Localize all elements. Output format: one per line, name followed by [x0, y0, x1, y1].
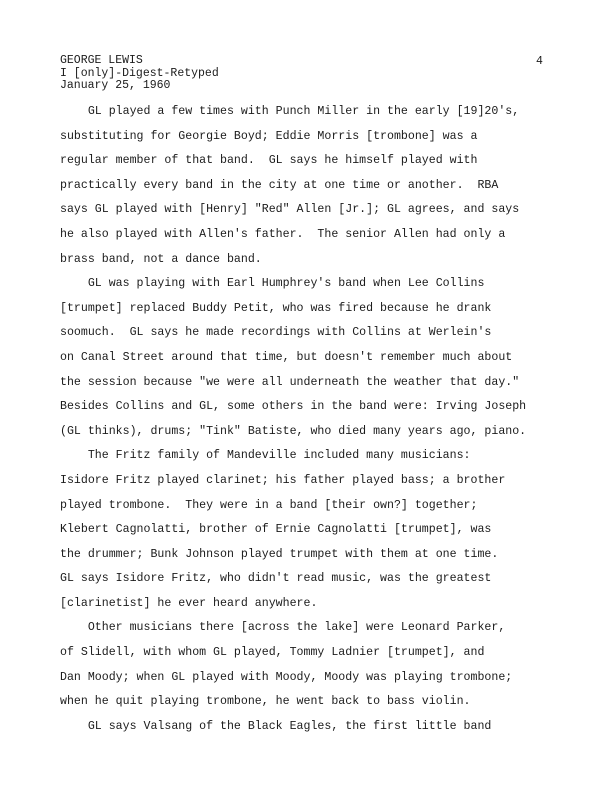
text-line: the session because "we were all underneath the weather that day." [60, 375, 520, 389]
text-line: Besides Collins and GL, some others in the band were: Irving Joseph [60, 400, 527, 414]
page-header [60, 55, 219, 93]
header-name: GEORGE LEWIS [60, 54, 143, 67]
text-line: on Canal Street around that time, but doesn't remember much about [60, 350, 513, 364]
text-line: says GL played with [Henry] "Red" Allen [Jr.]; GL agrees, and says [60, 203, 520, 217]
paragraph-2 [60, 272, 560, 444]
text-line: Dan Moody; when GL played with Moody, Moody was playing trombone; [60, 670, 513, 684]
text-line: of Slidell, with whom GL played, Tommy Ladnier [trumpet], and [60, 646, 485, 660]
text-line: when he quit playing trombone, he went back to bass violin. [60, 695, 471, 709]
text-line: GL says Valsang of the Black Eagles, the first little band [60, 719, 492, 733]
text-line: substituting for Georgie Boyd; Eddie Morris [trombone] was a [60, 129, 478, 143]
text-line: [trumpet] replaced Buddy Petit, who was fired because he drank [60, 301, 492, 315]
text-line: the drummer; Bunk Johnson played trumpet with them at one time. [60, 547, 499, 561]
text-line: played trombone. They were in a band [their own?] together; [60, 498, 478, 512]
text-line: practically every band in the city at one time or another. RBA [60, 178, 499, 192]
text-line: GL played a few times with Punch Miller in the early [19]20's, [60, 105, 520, 118]
text-line: [clarinetist] he ever heard anywhere. [60, 596, 318, 610]
header-date: January 25, 1960 [60, 79, 171, 92]
paragraph-5 [60, 715, 560, 740]
paragraph-1 [60, 100, 560, 272]
text-line: he also played with Allen's father. The senior Allen had only a [60, 227, 506, 241]
paragraph-3 [60, 444, 560, 616]
text-line: Isidore Fritz played clarinet; his father played bass; a brother [60, 473, 506, 487]
paragraph-4 [60, 616, 560, 714]
text-line: regular member of that band. GL says he himself played with [60, 154, 478, 168]
text-line: GL says Isidore Fritz, who didn't read music, was the greatest [60, 572, 492, 586]
text-line: GL was playing with Earl Humphrey's band when Lee Collins [60, 277, 485, 291]
text-line: The Fritz family of Mandeville included many musicians: [60, 449, 471, 463]
text-line: (GL thinks), drums; "Tink" Batiste, who died many years ago, piano. [60, 424, 527, 438]
text-line: soomuch. GL says he made recordings with Collins at Werlein's [60, 326, 492, 340]
document-body [60, 100, 560, 739]
text-line: Klebert Cagnolatti, brother of Ernie Cagnolatti [trumpet], was [60, 523, 492, 537]
header-series: I [only]-Digest-Retyped [60, 66, 219, 80]
page-number: 4 [536, 55, 543, 68]
text-line: brass band, not a dance band. [60, 252, 262, 266]
text-line: Other musicians there [across the lake] were Leonard Parker, [60, 621, 506, 635]
